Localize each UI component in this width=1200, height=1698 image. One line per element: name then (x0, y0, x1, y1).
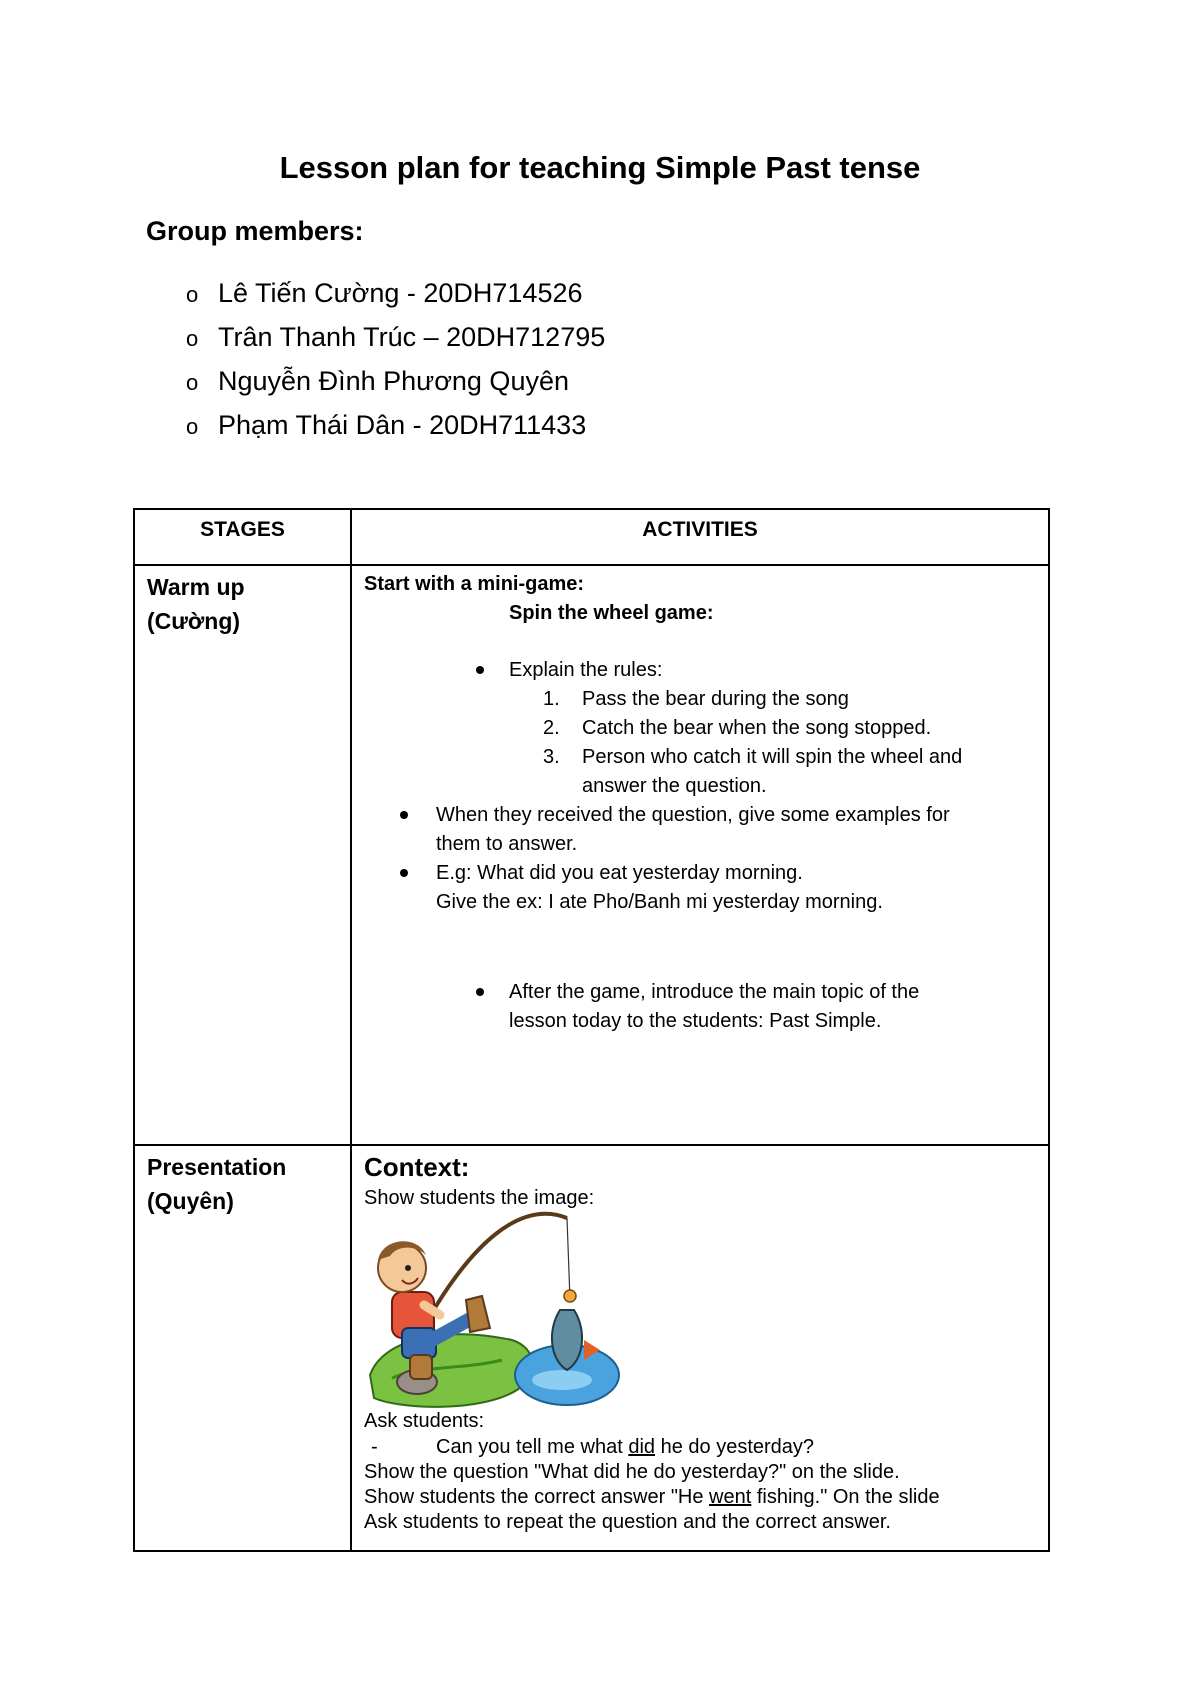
stage-warmup (147, 570, 245, 638)
circle-bullet-icon: o (186, 414, 199, 439)
bullet-icon (400, 869, 408, 877)
member-name: Lê Tiến Cường - 20DH714526 (218, 278, 583, 308)
row-divider (135, 1144, 1048, 1146)
group-members-label: Group members: (146, 216, 364, 246)
question-line: Can you tell me what did he do yesterday? (436, 1436, 815, 1458)
rule-number: 1. (543, 688, 560, 710)
bullet-icon (400, 811, 408, 819)
repeat-line: Ask students to repeat the question and the correct answer. (364, 1511, 891, 1533)
circle-bullet-icon: o (186, 282, 199, 307)
warmup-intro: Start with a mini-game: (364, 573, 585, 595)
row-divider (135, 564, 1048, 566)
member-name: Phạm Thái Dân - 20DH711433 (218, 410, 587, 440)
stage-name: Warm up (147, 574, 245, 600)
list-item (186, 271, 605, 315)
warmup-bullet-text: them to answer. (436, 833, 578, 855)
member-name: Nguyễn Đình Phương Quyên (218, 366, 569, 396)
list-item (186, 359, 605, 403)
list-item (186, 403, 605, 447)
show-image-text: Show students the image: (364, 1187, 595, 1209)
column-divider (350, 510, 352, 1550)
context-title: Context: (364, 1152, 470, 1182)
rule-item: Catch the bear when the song stopped. (582, 717, 932, 739)
rule-item: Person who catch it will spin the wheel and (582, 746, 963, 768)
circle-bullet-icon: o (186, 326, 199, 351)
warmup-example: Give the ex: I ate Pho/Banh mi yesterday morning. (436, 891, 883, 913)
lesson-plan-table (133, 508, 1050, 1552)
dash-icon: - (371, 1436, 378, 1458)
stage-person: (Quyên) (147, 1188, 234, 1214)
page-title: Lesson plan for teaching Simple Past tense (279, 150, 921, 185)
stage-name: Presentation (147, 1154, 287, 1180)
explain-rules: Explain the rules: (509, 659, 663, 681)
circle-bullet-icon: o (186, 370, 199, 395)
member-name: Trân Thanh Trúc – 20DH712795 (218, 322, 606, 352)
boy-fishing-illustration (362, 1200, 622, 1420)
member-list (186, 271, 605, 447)
list-item (186, 315, 605, 359)
header-activities: ACTIVITIES (642, 518, 758, 541)
answer-line: Show students the correct answer "He went fishing." On the slide (364, 1486, 940, 1508)
header-stages: STAGES (200, 518, 285, 541)
warmup-after: After the game, introduce the main topic of the (509, 981, 920, 1003)
warmup-bullet-text: When they received the question, give some examples for (436, 804, 950, 826)
warmup-example: E.g: What did you eat yesterday morning. (436, 862, 803, 884)
rule-item-continued: answer the question. (582, 775, 767, 797)
stage-presentation (147, 1150, 286, 1218)
stage-person: (Cường) (147, 608, 241, 634)
ask-students: Ask students: (364, 1410, 485, 1432)
warmup-after: lesson today to the students: Past Simple. (509, 1010, 882, 1032)
rule-number: 2. (543, 717, 560, 739)
rule-number: 3. (543, 746, 560, 768)
bullet-icon (476, 666, 484, 674)
bullet-icon (476, 988, 484, 996)
rule-item: Pass the bear during the song (582, 688, 849, 710)
show-question-line: Show the question "What did he do yesterday?" on the slide. (364, 1461, 900, 1483)
game-name: Spin the wheel game: (509, 602, 714, 624)
